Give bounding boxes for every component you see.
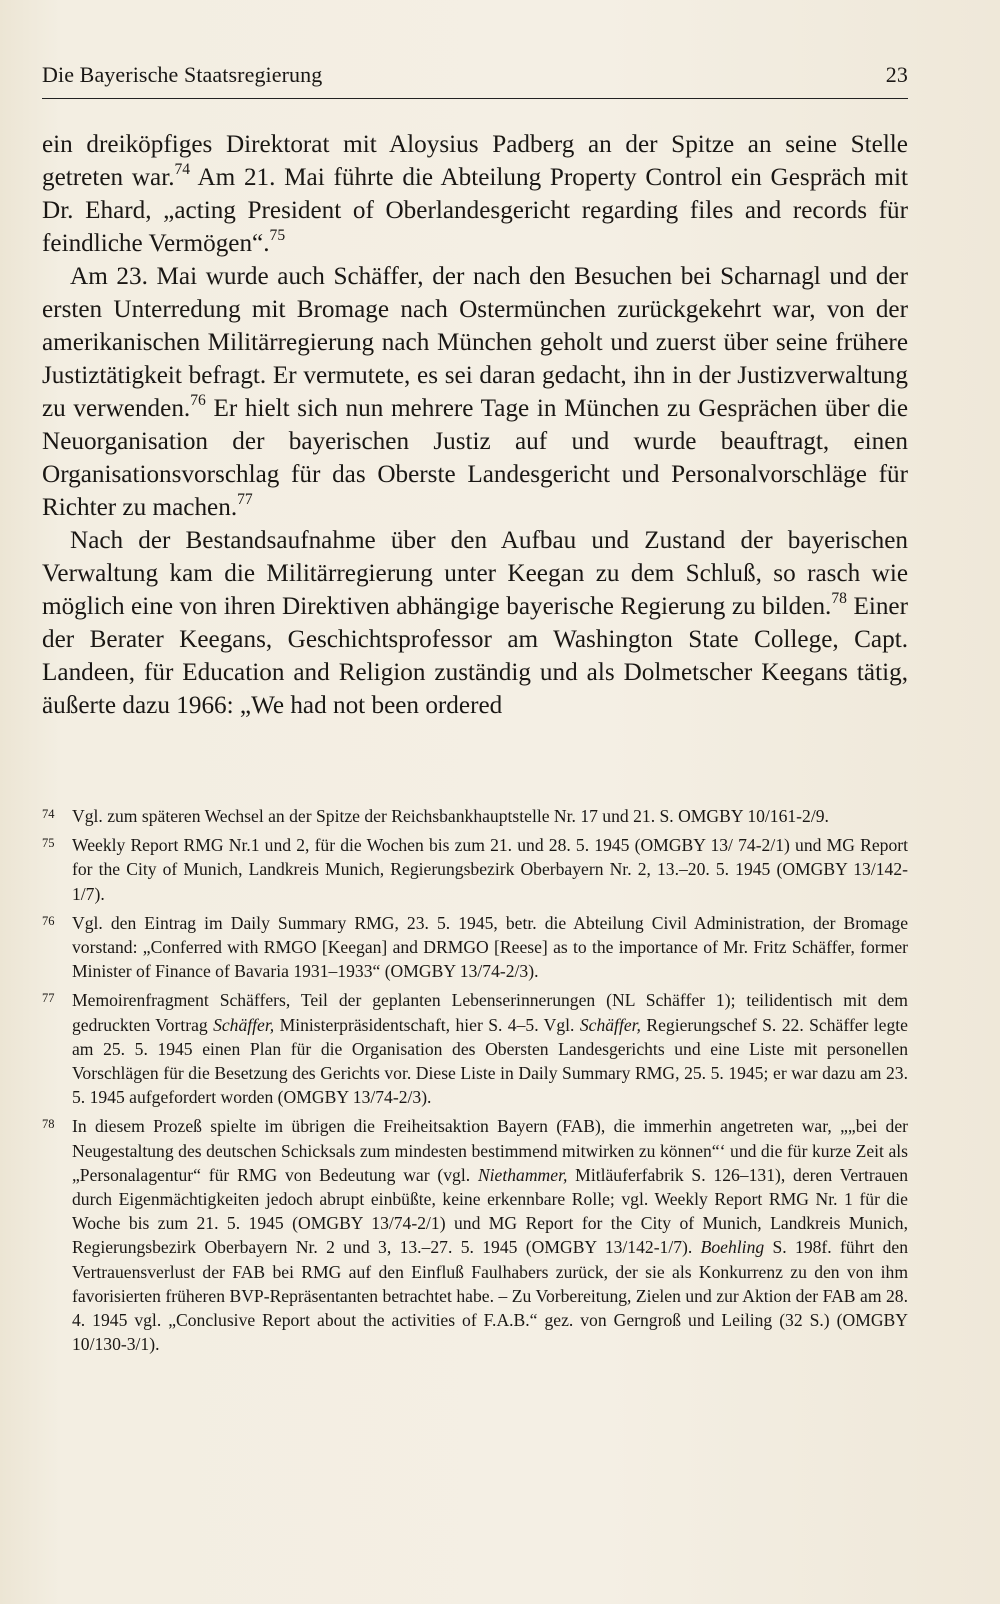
paragraph xyxy=(42,260,908,524)
footnote xyxy=(42,833,908,906)
running-title: Die Bayerische Staatsregierung xyxy=(42,62,323,87)
footnote-number: 74 xyxy=(42,807,55,821)
footnote-text-part: Regierungschef S. 22. Schäffer legte am 25. 5. 1945 einen Plan für die Organisation des Obersten Landesgerichts und eine Liste mit personellen Vorschlägen für die Besetzung des Gerichts vor. Diese Liste in Daily Summary RMG, 25. 5. 1945; er war dazu am 23. 5. 1945 aufgefordert worden (OMGBY 13/74-2/3). xyxy=(72,1014,908,1108)
footnote-number: 75 xyxy=(42,836,55,851)
footnote-number: 77 xyxy=(42,991,55,1006)
footnote-ref: 76 xyxy=(190,392,206,410)
paragraph-text: Am 21. Mai führte die Abteilung Property Control ein Gespräch mit Dr. Ehard, „acting President of Oberlandesgericht regarding files and records für feindliche Vermögen“. xyxy=(42,164,908,257)
author-name: Boehling xyxy=(700,1237,765,1258)
footnote-text-part: Mitläuferfabrik S. 126–131), deren Vertrauen durch Eigenmächtigkeiten jedoch abrupt einbüßte, keine erkennbare Rolle; vgl. Weekly Report RMG Nr. 1 für die Woche bis zum 21. 5. 1945 (OMGBY 13/74-2/1) und MG Report for the City of Munich, Landkreis Munich, Regierungsbezirk Oberbayern Nr. 2 und 3, 13.–27. 5. 1945 (OMGBY 13/142-1/7). xyxy=(72,1164,908,1258)
footnote xyxy=(42,804,908,828)
footnote-text-part: In diesem Prozeß spielte im übrigen die Freiheitsaktion Bayern (FAB), die immerhin angetreten war, „„bei der Neugestaltung des deutschen Schicksals zum mindesten bestimmend mitwirken zu können“‘ und die für kurze Zeit als „Personalagentur“ für RMG von Bedeutung war (vgl. xyxy=(72,1116,908,1185)
footnote-ref: 78 xyxy=(831,590,847,608)
footnote-number: 76 xyxy=(42,913,55,928)
footnote xyxy=(42,911,908,984)
footnote xyxy=(42,1114,908,1356)
main-text xyxy=(42,128,908,722)
footnote-text: Weekly Report RMG Nr.1 und 2, für die Wochen bis zum 21. und 28. 5. 1945 (OMGBY 13/ 74-2/1) und MG Report for the City of Munich, Landkreis Munich, Regierungsbezirk Oberbayern Nr. 2, 13.–20. 5. 1945 (OMGBY 13/142-1/7). xyxy=(72,835,908,904)
footnote-text-part: Ministerpräsidentschaft, hier S. 4–5. Vgl. xyxy=(274,1014,580,1035)
paragraph xyxy=(42,524,908,722)
footnote-text: Vgl. den Eintrag im Daily Summary RMG, 23. 5. 1945, betr. die Abteilung Civil Administration, der Bromage vorstand: „Conferred with RMGO [Keegan] and DRMGO [Reese] as to the importance of Mr. Fritz Schäffer, former Minister of Finance of Bavaria 1931–1933“ (OMGBY 13/74-2/3). xyxy=(72,912,908,982)
author-name: Schäffer, xyxy=(213,1014,275,1035)
paragraph-text: ein dreiköpfiges Direktorat mit Aloysius Padberg an der Spitze an seine Stelle getreten war. xyxy=(42,131,908,191)
footnote-text-part: Memoirenfragment Schäffers, Teil der geplanten Lebenserinnerungen (NL Schäffer 1); teilidentisch mit dem gedruckten Vortrag xyxy=(72,990,908,1035)
footnote-number: 78 xyxy=(42,1117,55,1132)
paragraph-text: Am 23. Mai wurde auch Schäffer, der nach den Besuchen bei Scharnagl und der ersten Unterredung mit Bromage nach Ostermünchen zurückgekehrt war, von der amerikanischen Militärregierung nach München geholt und zuerst über seine frühere Justiztätigkeit befragt. Er vermutete, es sei daran gedacht, ihn in der Justizverwaltung zu verwenden. xyxy=(42,263,908,422)
footnote-text xyxy=(72,1116,908,1354)
footnote-ref: 74 xyxy=(174,161,191,179)
author-name: Niethammer, xyxy=(477,1164,568,1185)
running-header xyxy=(42,62,908,88)
footnote-ref: 75 xyxy=(269,227,286,245)
footnote-text xyxy=(72,990,908,1107)
header-rule xyxy=(42,98,908,99)
paragraph-text: Er hielt sich nun mehrere Tage in München zu Gesprächen über die Neuorganisation der bayerischen Justiz auf und wurde beauftragt, einen Organisationsvorschlag für das Oberste Landesgericht und Personalvorschläge für Richter zu machen. xyxy=(42,395,909,521)
footnote-text: Vgl. zum späteren Wechsel an der Spitze der Reichsbankhauptstelle Nr. 17 und 21. S. OMGBY 10/161-2/9. xyxy=(72,806,829,826)
footnote-text-part: S. 198f. führt den Vertrauensverlust der FAB bei RMG auf den Einfluß Faulhabers zurück, der sie als Konkurrenz zu den von ihm favorisierten früheren BVP-Repräsentanten betrachtet habe. – Zu Vorbereitung, Zielen und zur Aktion der FAB am 28. 4. 1945 vgl. „Conclusive Report about the activities of F.A.B.“ gez. von Gerngroß und Leiling (32 S.) (OMGBY 10/130-3/1). xyxy=(72,1237,908,1355)
paragraph xyxy=(42,128,908,260)
page-number: 23 xyxy=(885,62,908,87)
author-name: Schäffer, xyxy=(579,1014,641,1035)
footnote-ref: 77 xyxy=(237,491,253,509)
paragraph-text: Einer der Berater Keegans, Geschichtsprofessor am Washington State College, Capt. Landeen, für Education and Religion zuständig und als Dolmetscher Keegans tätig, äußerte dazu 1966: „We had not been ordered xyxy=(42,593,908,719)
footnote xyxy=(42,988,908,1109)
footnotes xyxy=(42,804,908,1361)
paragraph-text: Nach der Bestandsaufnahme über den Aufbau und Zustand der bayerischen Verwaltung kam die Militärregierung unter Keegan zu dem Schluß, so rasch wie möglich eine von ihren Direktiven abhängige bayerische Regierung zu bilden. xyxy=(42,527,908,620)
